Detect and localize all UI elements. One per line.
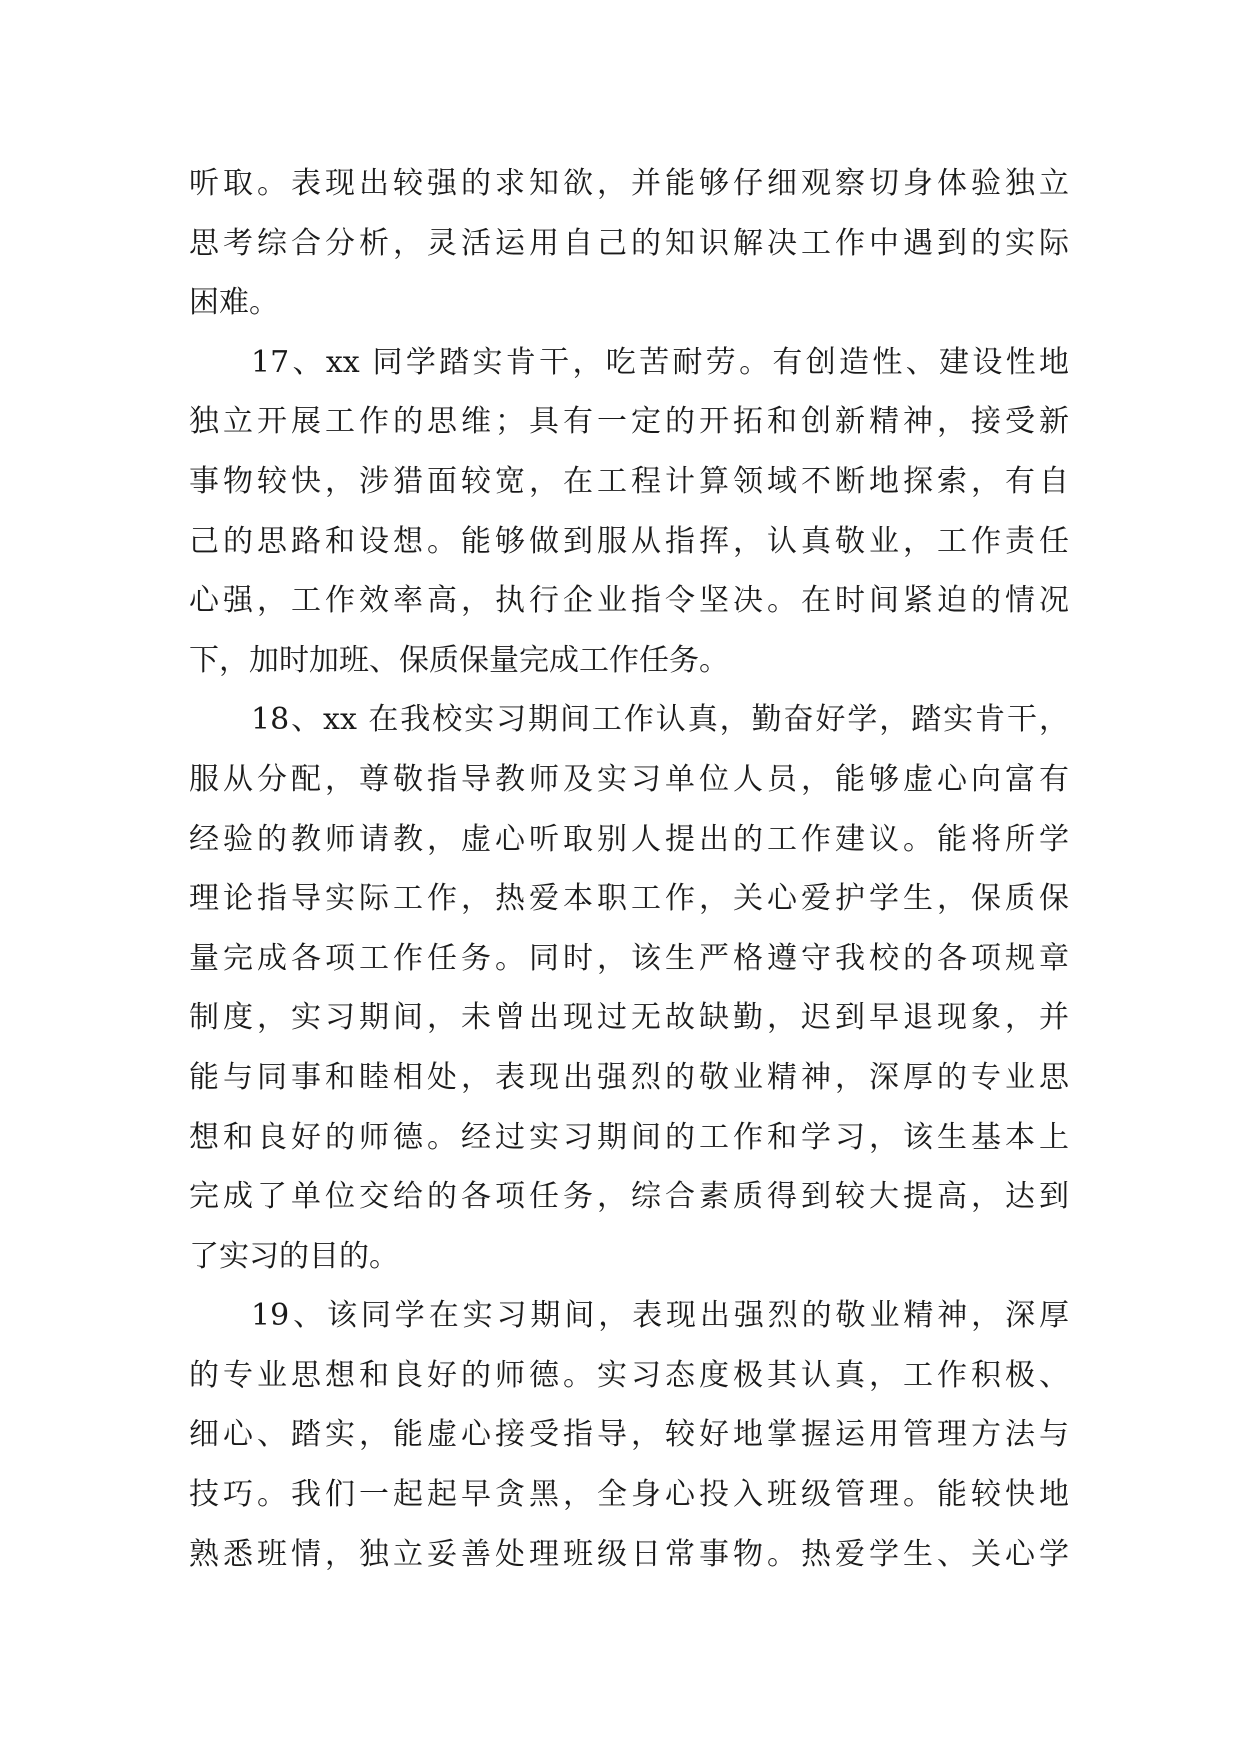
text-line: 理论指导实际工作，热爱本职工作，关心爱护学生，保质保 xyxy=(189,881,1069,917)
text-line: 细心、踏实，能虚心接受指导，较好地掌握运用管理方法与 xyxy=(189,1417,1069,1453)
text-line: 能与同事和睦相处，表现出强烈的敬业精神，深厚的专业思 xyxy=(189,1059,1069,1095)
text-line: 了实习的目的。 xyxy=(189,1238,399,1274)
text-line: 熟悉班情，独立妥善处理班级日常事物。热爱学生、关心学 xyxy=(189,1536,1069,1572)
text-line: 己的思路和设想。能够做到服从指挥，认真敬业，工作责任 xyxy=(189,523,1069,559)
text-line: 听取。表现出较强的求知欲，并能够仔细观察切身体验独立 xyxy=(189,166,1069,201)
text-line: 服从分配，尊敬指导教师及实习单位人员，能够虚心向富有 xyxy=(189,761,1069,797)
text-line: 完成了单位交给的各项任务，综合素质得到较大提高，达到 xyxy=(189,1179,1069,1215)
text-line: 事物较快，涉猎面较宽，在工程计算领域不断地探索，有自 xyxy=(189,463,1069,499)
text-line: 独立开展工作的思维；具有一定的开拓和创新精神，接受新 xyxy=(189,404,1069,440)
document-body xyxy=(189,154,1069,1584)
text-line: 思考综合分析，灵活运用自己的知识解决工作中遇到的实际 xyxy=(189,225,1069,261)
text-line: 制度，实习期间，未曾出现过无故缺勤，迟到早退现象，并 xyxy=(189,1000,1069,1036)
text-line: 心强，工作效率高，执行企业指令坚决。在时间紧迫的情况 xyxy=(189,583,1069,619)
text-line: 18、xx 在我校实习期间工作认真，勤奋好学，踏实肯干， xyxy=(251,702,1069,738)
text-line: 想和良好的师德。经过实习期间的工作和学习，该生基本上 xyxy=(189,1119,1069,1155)
text-line: 困难。 xyxy=(189,285,279,321)
text-line: 量完成各项工作任务。同时，该生严格遵守我校的各项规章 xyxy=(189,940,1069,976)
text-line: 19、该同学在实习期间，表现出强烈的敬业精神，深厚 xyxy=(251,1298,1069,1334)
text-line: 17、xx 同学踏实肯干，吃苦耐劳。有创造性、建设性地 xyxy=(251,344,1069,380)
text-line: 下，加时加班、保质保量完成工作任务。 xyxy=(189,642,729,678)
text-line: 技巧。我们一起起早贪黑，全身心投入班级管理。能较快地 xyxy=(189,1477,1069,1513)
text-line: 的专业思想和良好的师德。实习态度极其认真，工作积极、 xyxy=(189,1357,1069,1393)
text-line: 经验的教师请教，虚心听取别人提出的工作建议。能将所学 xyxy=(189,821,1069,857)
